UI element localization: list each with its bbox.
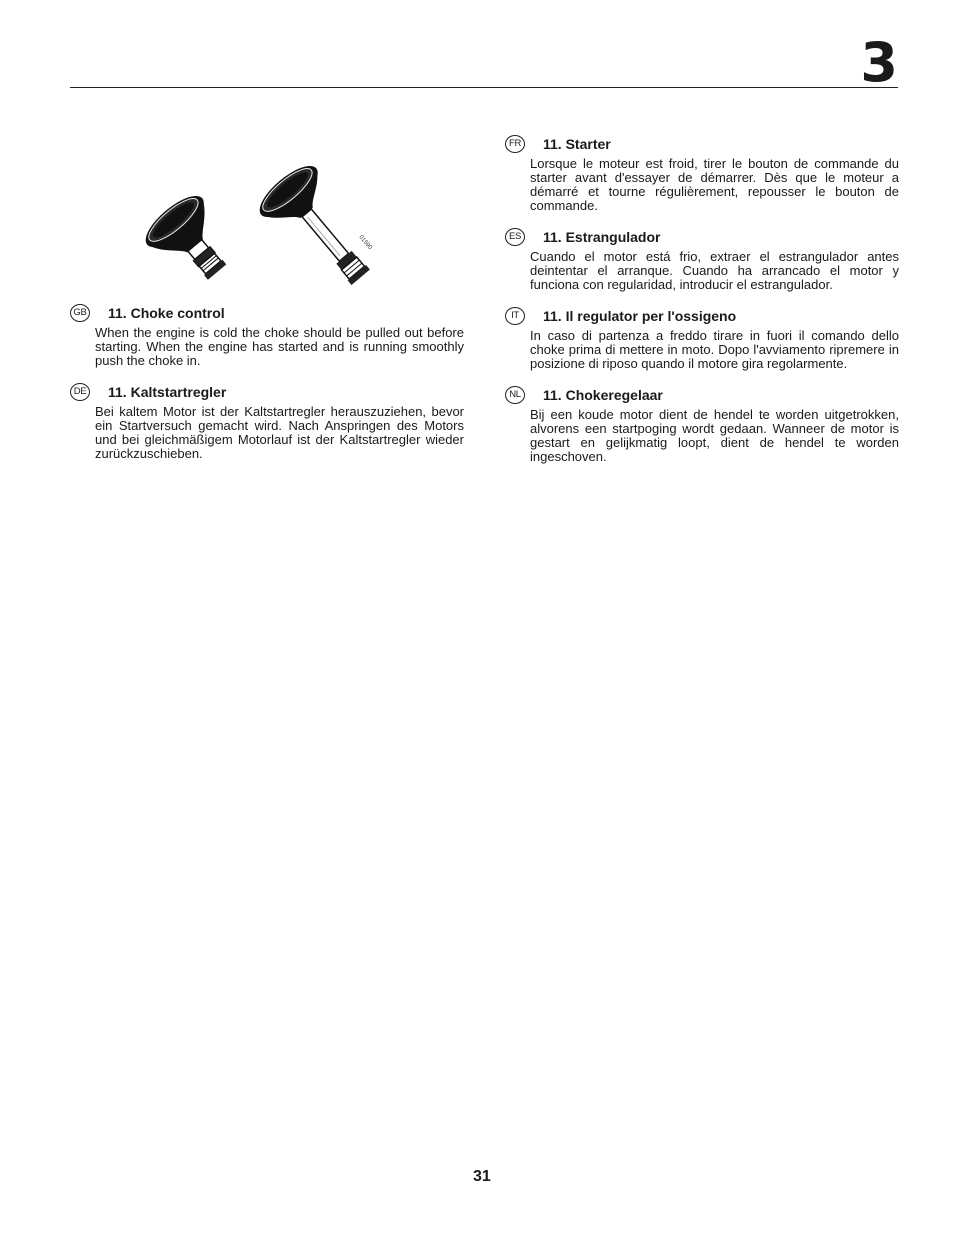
section-body: When the engine is cold the choke should be pulled out before starting. When the engine has started and is running smoothly push the choke in. [95,325,464,368]
section-fr [505,134,899,213]
section-heading: 11. Chokeregelaar [543,387,663,403]
section-body: Cuando el motor está frio, extraer el estrangulador antes deintentar el arranque. Cuando ha arrancado el motor y funciona con regularidad, introducir el estrangulador. [530,249,899,292]
section-body: Bij een koude motor dient de hendel te worden uitgetrokken, alvorens een startpoging wordt gedaan. Wanneer de motor is gestart en gelijkmatig loopt, dient de hendel te worden ingeschoven. [530,407,899,464]
right-column [505,134,899,478]
section-body: In caso di partenza a freddo tirare in fuori il comando dello choke prima di mettere in moto. Dopo l'avviamento ripremere in posizione di riposo quando il motore gira regolarmente. [530,328,899,371]
lang-badge-de: DE [70,383,90,401]
section-es [505,227,899,292]
header-rule [70,87,898,88]
choke-knob-illustration [130,143,405,293]
section-gb [70,303,464,368]
section-heading: 11. Il regulator per l'ossigeno [543,308,737,324]
lang-badge-es: ES [505,228,525,246]
section-nl [505,385,899,464]
choke-knob-pulled-icon [252,158,388,293]
section-heading: 11. Starter [543,136,611,152]
lang-badge-it: IT [505,307,525,325]
section-heading: 11. Kaltstartregler [108,384,227,400]
section-body: Bei kaltem Motor ist der Kaltstartregler herauszuziehen, bevor ein Startversuch gemacht wird. Nach Anspringen des Motors und bei gleichmäßigem Motorlauf ist der Kaltstartregler wieder zurückzuschieben. [95,404,464,461]
page-number: 31 [473,1168,491,1185]
lang-badge-gb: GB [70,304,90,322]
section-de [70,382,464,461]
chapter-number: 3 [860,31,896,94]
left-column [70,303,464,475]
illustration-ref-code: 01590 [357,234,373,252]
lang-badge-fr: FR [505,135,525,153]
lang-badge-nl: NL [505,386,525,404]
section-it [505,306,899,371]
choke-knob-pushed-icon [138,188,245,293]
section-body: Lorsque le moteur est froid, tirer le bouton de commande du starter avant d'essayer de démarrer. Dès que le moteur a démarré et tourne régulièrement, repousser le bouton de commande. [530,156,899,213]
section-heading: 11. Choke control [108,305,225,321]
section-heading: 11. Estrangulador [543,229,661,245]
